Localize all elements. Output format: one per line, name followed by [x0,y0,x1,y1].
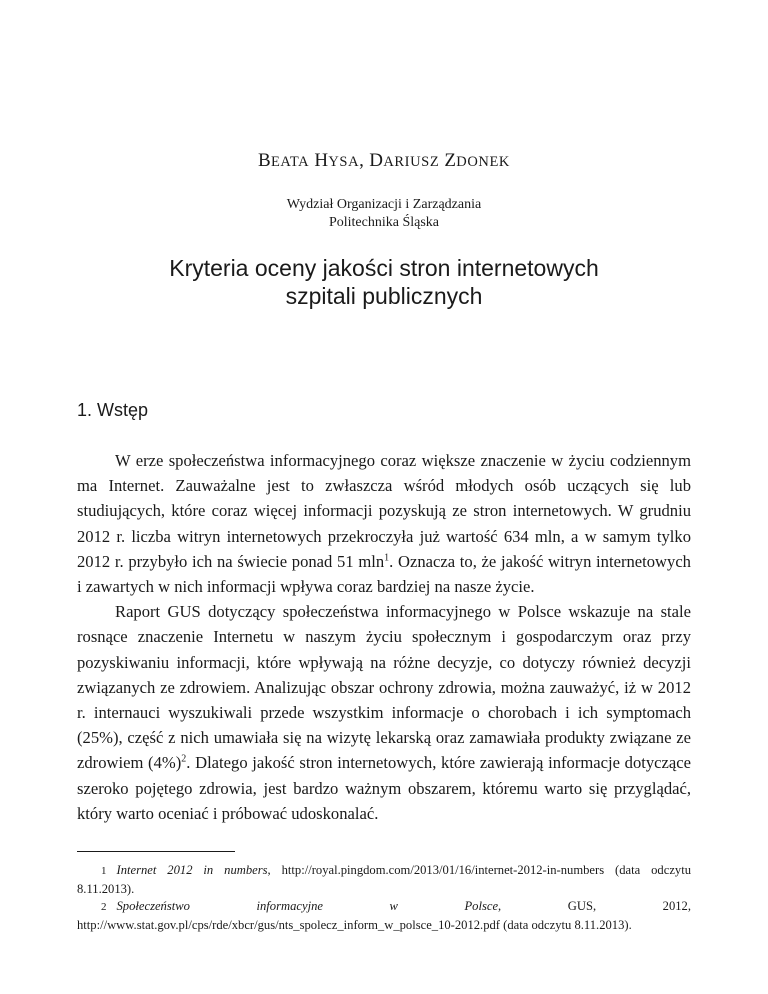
footnote-ref-1: 1 [384,552,390,564]
affiliation [0,196,768,232]
footnote-2-text: , GUS, 2012, http://www.stat.gov.pl/cps/rde/xbcr/gus/nts_spolecz_inform_w_polsce_10-2012.pdf (data odczytu 8.11.2013). [77,899,691,932]
paragraph-2-text: Raport GUS dotyczący społeczeństwa informacyjnego w Polsce wskazuje na stale rosnące znaczenie Internetu w naszym życiu społecznym i gospodarczym oraz przy pozyskiwaniu informacji, które wpływają na różne decyzje, co dotyczy również decyzji związanych ze zdrowiem. Analizując obszar ochrony zdrowia, można zauważyć, iż w 2012 r. internauci wyszukiwali przede wszystkim informacje o chorobach i ich symptomach (25%), część z nich umawiała się na wizytę lekarską oraz zamawiała produkty związane ze zdrowiem (4%) [77,602,691,773]
paragraph-1-text: W erze społeczeństwa informacyjnego coraz większe znaczenie w życiu codziennym ma Internet. Zauważalne jest to zwłaszcza wśród młodych osób uczących się lub studiujących, które coraz więcej informacji pozyskują ze stron internetowych. W grudniu 2012 r. liczba witryn internetowych przekroczyła już wartość 634 mln, a w samym tylko 2012 r. przybyło ich na świecie ponad 51 mln [77,451,691,571]
author-line [0,150,768,172]
affiliation-line-1: Wydział Organizacji i Zarządzania [286,197,482,212]
paragraph-2-end: . Dlatego jakość stron internetowych, które zawierają informacje dotyczące szeroko pojętego zdrowia, jest bardzo ważnym obszarem, któremu warto się przyglądać, który warto oceniać i próbować udoskonalać. [77,753,692,823]
footnote-2-number: 2 [101,901,107,913]
author-2-last-rest: DONEK [456,154,510,170]
author-1-last-initial: H [314,150,329,171]
footnote-1-number: 1 [101,865,107,877]
paper-title [0,254,768,310]
footnote-1-title: Internet 2012 in numbers [116,863,268,877]
paper-title-line-1: Kryteria oceny jakości stron internetowych [169,255,599,281]
author-separator: , [359,150,370,171]
footnote-separator [77,851,235,852]
footnote-1-text: , http://royal.pingdom.com/2013/01/16/internet-2012-in-numbers (data odczytu 8.11.2013). [77,863,692,896]
author-1-first-initial: B [257,150,271,171]
affiliation-line-2: Politechnika Śląska [328,215,440,230]
paragraph-1-end: . Oznacza to, że jakość witryn internetowych i zawartych w nich informacji wpływa coraz bardziej na nasze życie. [77,551,691,597]
author-1-first-rest: EATA [270,154,310,170]
author-2-last-initial: Z [444,150,457,171]
author-1-last-rest: YSA [328,154,360,170]
paper-title-line-2: szpitali publicznych [285,283,483,309]
footnote-2 [77,898,691,934]
body-text [77,448,691,826]
author-2-first-initial: D [369,150,384,171]
section-heading: 1. Wstęp [77,400,149,420]
paragraph-2 [77,599,691,826]
footnote-2-title: Społeczeństwo informacyjne w Polsce [116,899,499,913]
footnotes [77,862,691,934]
footnote-1 [77,862,691,898]
footnote-ref-2: 2 [181,753,187,765]
paragraph-1 [77,448,691,599]
author-2-first-rest: ARIUSZ [383,154,440,170]
